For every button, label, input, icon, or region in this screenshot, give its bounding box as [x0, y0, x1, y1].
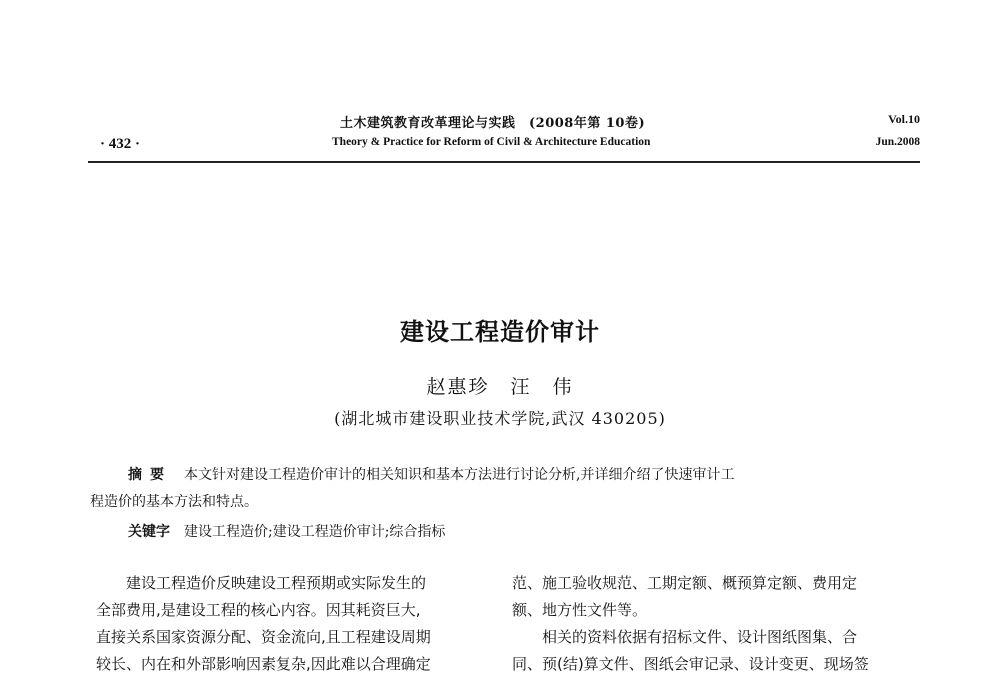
keywords-line [128, 521, 445, 541]
body-left-line-2: 全部费用,是建设工程的核心内容。因其耗资巨大, [96, 601, 421, 619]
body-right-line-4: 同、预(结)算文件、图纸会审记录、设计变更、现场签 [512, 655, 869, 673]
volume-label: Vol.10 [888, 112, 920, 126]
body-right-line-3: 相关的资料依据有招标文件、设计图纸图集、合 [512, 628, 858, 646]
header-rule [88, 161, 920, 163]
author-affiliation: (湖北城市建设职业技术学院,武汉 430205) [334, 409, 666, 428]
abstract-line-1 [128, 464, 734, 484]
journal-title-cn: 土木建筑教育改革理论与实践 (2008年第 10卷) [340, 116, 646, 131]
keywords-text: 建设工程造价;建设工程造价审计;综合指标 [184, 524, 446, 540]
article-authors: 赵惠珍 汪 伟 [426, 376, 574, 398]
abstract-text-2: 程造价的基本方法和特点。 [90, 494, 258, 510]
article-title: 建设工程造价审计 [400, 318, 600, 346]
journal-title-en: Theory & Practice for Reform of Civil & Architecture Education [332, 136, 651, 148]
body-left-line-4: 较长、内在和外部影响因素复杂,因此难以合理确定 [96, 655, 431, 673]
issue-date: Jun.2008 [875, 136, 920, 148]
body-left-line-1: 建设工程造价反映建设工程预期或实际发生的 [96, 574, 427, 592]
body-left-line-3: 直接关系国家资源分配、资金流向,且工程建设周期 [96, 628, 431, 646]
body-right-line-1: 范、施工验收规范、工期定额、概预算定额、费用定 [512, 574, 858, 592]
abstract-text-1: 本文针对建设工程造价审计的相关知识和基本方法进行讨论分析,并详细介绍了快速审计工 [184, 467, 735, 483]
body-right-line-2: 额、地方性文件等。 [512, 601, 648, 619]
abstract-label: 摘要 [128, 467, 172, 483]
keywords-label: 关键字 [128, 524, 170, 540]
page-number: · 432 · [100, 136, 141, 152]
